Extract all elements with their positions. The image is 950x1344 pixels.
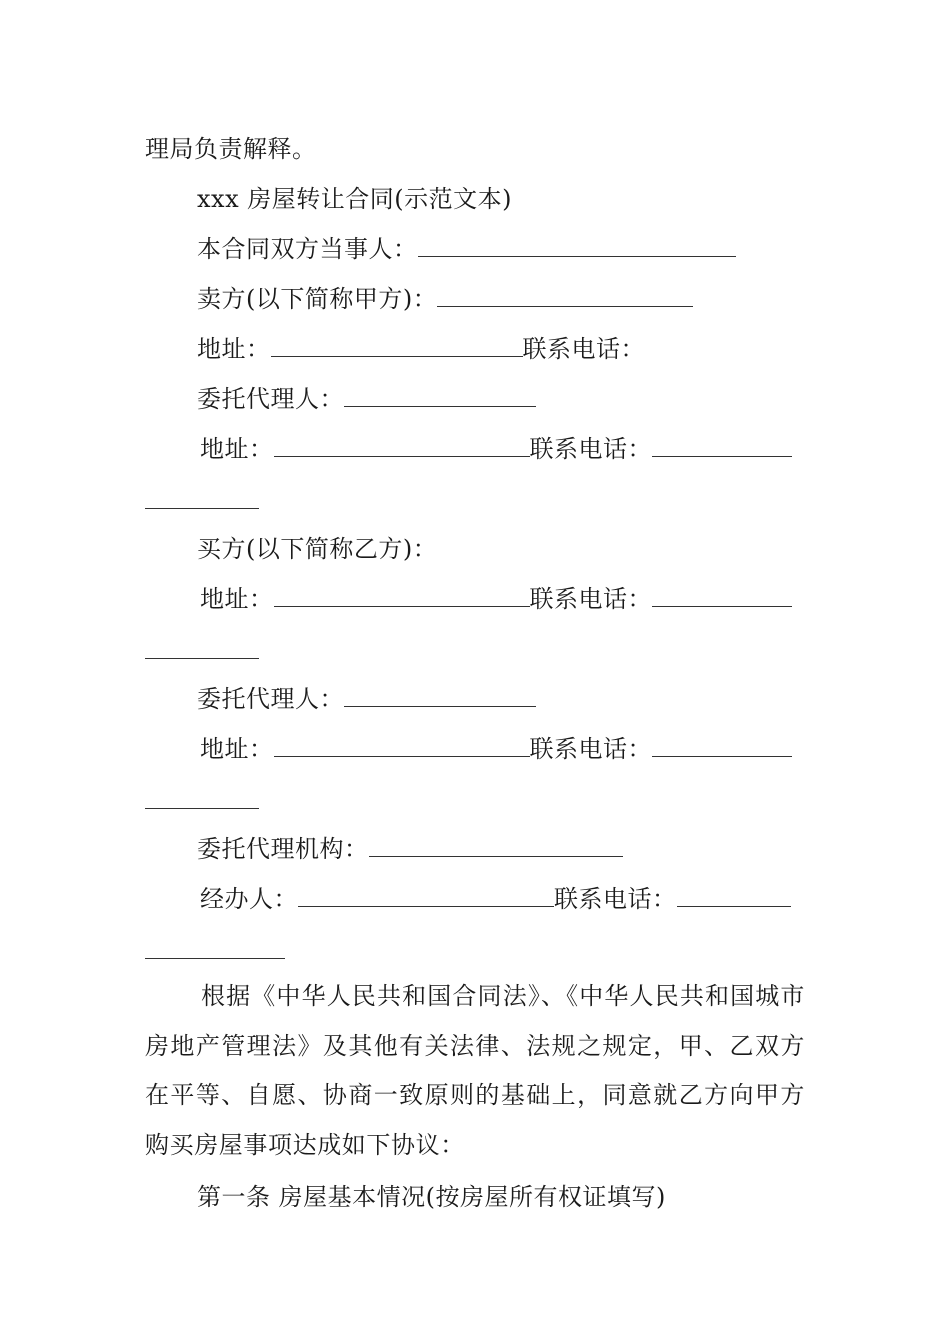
address-blank <box>274 436 530 457</box>
agency-line <box>197 834 623 864</box>
seller-address-line <box>197 334 645 364</box>
address-blank <box>274 586 530 607</box>
handler-line <box>200 884 791 914</box>
phone-label: 联系电话： <box>529 735 652 763</box>
seller-blank <box>437 286 693 307</box>
phone-label: 联系电话： <box>554 885 677 913</box>
contract-title: xxx 房屋转让合同(示范文本) <box>197 185 512 213</box>
seller-label: 卖方(以下简称甲方)： <box>197 285 438 313</box>
address-label: 地址： <box>197 335 271 363</box>
preamble-paragraph: 根据《中华人民共和国合同法》、《中华人民共和国城市房地产管理法》及其他有关法律、法规之规定，甲、乙双方在平等、自愿、协商一致原则的基础上，同意就乙方向甲方购买房屋事项达成如下协议： <box>145 982 805 1159</box>
address-blank <box>271 336 523 357</box>
parties-label: 本合同双方当事人： <box>197 235 418 263</box>
phone-blank-continued <box>145 508 259 509</box>
phone-blank-continued <box>145 808 259 809</box>
agent-label: 委托代理人： <box>197 385 344 413</box>
buyer-line <box>197 534 437 564</box>
seller-line <box>197 284 693 314</box>
seller-agent-line <box>197 384 536 414</box>
buyer-address-line <box>200 584 792 614</box>
handler-label: 经办人： <box>200 885 298 913</box>
address-label: 地址： <box>200 735 274 763</box>
parties-blank <box>418 236 736 257</box>
agent-blank <box>344 386 536 407</box>
phone-blank <box>652 736 792 757</box>
phone-label: 联系电话： <box>522 335 645 363</box>
address-blank <box>274 736 530 757</box>
address-label: 地址： <box>200 585 274 613</box>
article-1-heading: 第一条 房屋基本情况(按房屋所有权证填写) <box>197 1183 666 1211</box>
agency-blank <box>369 836 623 857</box>
continuation-text: 理局负责解释。 <box>145 135 317 163</box>
phone-blank-continued <box>145 958 285 959</box>
address-label: 地址： <box>200 435 274 463</box>
phone-label: 联系电话： <box>529 435 652 463</box>
phone-blank <box>652 586 792 607</box>
phone-label: 联系电话： <box>529 585 652 613</box>
phone-blank <box>677 886 791 907</box>
parties-line <box>197 234 736 264</box>
agent-label: 委托代理人： <box>197 685 344 713</box>
agent-blank <box>344 686 536 707</box>
agency-label: 委托代理机构： <box>197 835 369 863</box>
seller-agent-address-line <box>200 434 792 464</box>
buyer-agent-line <box>197 684 536 714</box>
handler-blank <box>298 886 554 907</box>
phone-blank <box>652 436 792 457</box>
phone-blank-continued <box>145 658 259 659</box>
buyer-label: 买方(以下简称乙方)： <box>197 535 438 563</box>
buyer-agent-address-line <box>200 734 792 764</box>
